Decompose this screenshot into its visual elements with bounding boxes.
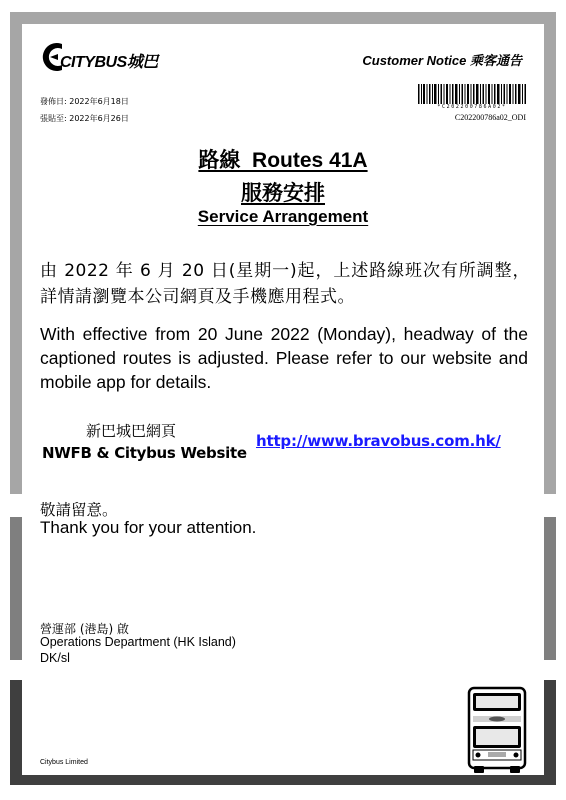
frame-left-bar (10, 517, 22, 660)
frame-left-bar (10, 12, 22, 494)
barcode-icon (418, 84, 526, 104)
arrangement-heading-en-text: Service Arrangement (197, 207, 369, 226)
frame-left-bar (10, 680, 22, 785)
company-name: Citybus Limited (40, 759, 88, 766)
closing-zh: 敬請留意。 (40, 501, 118, 519)
post-until-date: 張貼至: 2022年6月26日 (40, 114, 129, 123)
route-heading-text: 路線 Routes 41A (198, 149, 368, 172)
department-zh: 營運部 (港島) 啟 (40, 622, 129, 636)
barcode-digits: *C202200786A02* (437, 104, 507, 110)
logo-text: CITYBUS城巴 (60, 54, 158, 71)
frame-right-bar (544, 12, 556, 494)
frame-top-bar (10, 12, 556, 24)
document-code: C202200786a02_ODI (454, 113, 526, 122)
double-decker-bus-icon (466, 686, 528, 774)
website-label-zh: 新巴城巴網頁 (86, 422, 177, 440)
arrangement-heading-en (0, 207, 566, 227)
notice-body-zh: 由 2022 年 6 月 20 日(星期一)起，上述路線班次有所調整，詳情請瀏覽本公司網頁及手機應用程式。 (40, 261, 530, 307)
issue-date: 發佈日: 2022年6月18日 (40, 97, 129, 106)
arrangement-heading-zh (0, 177, 566, 207)
notice-title: Customer Notice 乘客通告 (362, 53, 522, 68)
website-label-en: NWFB & Citybus Website (42, 444, 247, 462)
department-en: Operations Department (HK Island) (40, 635, 236, 649)
notice-body-en: With effective from 20 June 2022 (Monday), headway of the captioned routes is adjusted. Please refer to our website and mobile app for details. (40, 324, 528, 392)
arrangement-heading-zh-text: 服務安排 (241, 182, 325, 205)
closing-en: Thank you for your attention. (40, 518, 257, 537)
website-link[interactable]: http://www.bravobus.com.hk/ (256, 432, 501, 450)
route-heading (0, 144, 566, 174)
frame-right-bar (544, 517, 556, 660)
frame-bottom-bar (10, 775, 556, 785)
frame-right-bar (544, 680, 556, 785)
reference-code: DK/sl (40, 651, 70, 665)
